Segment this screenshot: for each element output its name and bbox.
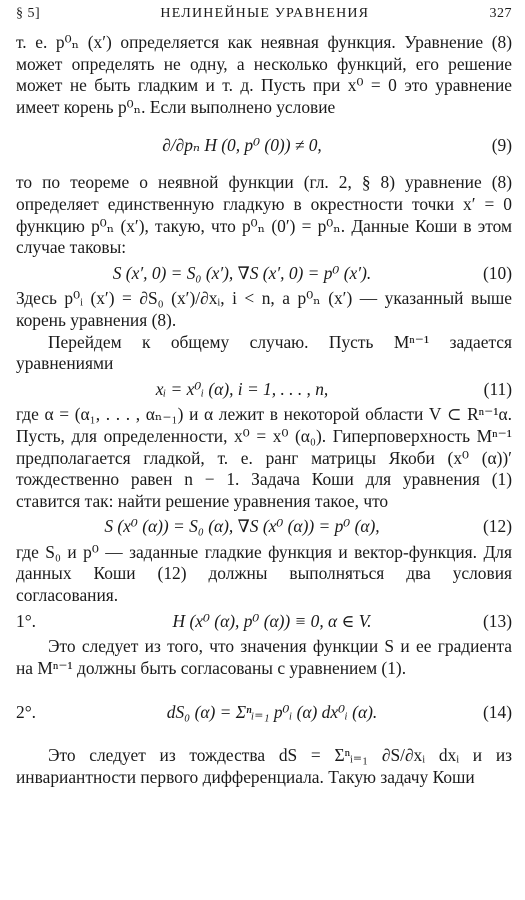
equation-9-formula: ∂/∂pₙ H (0, p⁰ (0)) ≠ 0, <box>162 134 322 155</box>
equation-10-number: (10) <box>483 262 512 283</box>
running-title: НЕЛИНЕЙНЫЕ УРАВНЕНИЯ <box>160 6 370 21</box>
paragraph-1: т. е. p⁰ₙ (x′) определяется как неявная функция. Уравнение (8) может определять не одну, а несколько функций, его решение может не быть гладким и т. д. Пусть при x⁰ = 0 это уравнение имеет корень p⁰ₙ. Если выполнено условие <box>16 32 512 117</box>
equation-14-number: (14) <box>483 701 512 722</box>
condition-1-marker: 1°. <box>16 610 36 631</box>
condition-2-marker: 2°. <box>16 701 36 722</box>
equation-14 <box>16 683 512 741</box>
equation-12-formula: S (x⁰ (α)) = S₀ (α), ∇S (x⁰ (α)) = p⁰ (α), <box>104 516 380 537</box>
equation-13-number: (13) <box>483 610 512 631</box>
equation-12-number: (12) <box>483 516 512 537</box>
equation-14-formula: dS₀ (α) = Σⁿᵢ₌₁ p⁰ᵢ (α) dx⁰ᵢ (α). <box>166 701 378 722</box>
equation-11-formula: xᵢ = x⁰ᵢ (α), i = 1, . . . , n, <box>155 378 329 399</box>
equation-11 <box>16 379 512 401</box>
paragraph-6: где S₀ и p⁰ — заданные гладкие функция и вектор-функция. Для данных Коши (12) должны выполняться два условия согласования. <box>16 541 512 606</box>
page-body <box>16 32 512 789</box>
paragraph-8: Это следует из тождества dS = Σⁿᵢ₌₁ ∂S/∂xᵢ dxᵢ и из инвариантности первого дифференциала. Такую задачу Коши <box>16 745 512 788</box>
paragraph-3: Здесь p⁰ᵢ (x′) = ∂S₀ (x′)/∂xᵢ, i < n, а p⁰ₙ (x′) — указанный выше корень уравнения (8). <box>16 288 512 330</box>
page-number: 327 <box>489 6 512 21</box>
equation-13 <box>16 611 512 633</box>
equation-10 <box>16 263 512 285</box>
running-header <box>16 6 512 32</box>
book-page <box>16 6 512 789</box>
paragraph-7: Это следует из того, что значения функции S и ее градиента на Mⁿ⁻¹ должны быть согласованы с уравнением (1). <box>16 636 512 678</box>
equation-11-number: (11) <box>483 378 512 399</box>
equation-9-number: (9) <box>491 134 512 155</box>
equation-12 <box>16 516 512 538</box>
equation-9 <box>16 122 512 168</box>
paragraph-2: то по теореме о неявной функции (гл. 2, § 8) уравнение (8) определяет единственную гладкую в окрестности точки x′ = 0 функцию p⁰ₙ (x′), такую, что p⁰ₙ (0′) = p⁰ₙ. Данные Коши в этом случае таковы: <box>16 172 512 258</box>
paragraph-5: где α = (α₁, . . . , αₙ₋₁) и α лежит в некоторой области V ⊂ Rⁿ⁻¹α. Пусть, для определенности, x⁰ = x⁰ (α₀). Гиперповерхность Mⁿ⁻¹ предполагается гладкой, т. е. ранг матрицы Якоби (x⁰ (α))′ тождественно равен n − 1. Задача Коши для уравнения (1) ставится так: найти решение уравнения такое, что <box>16 404 512 511</box>
equation-10-formula: S (x′, 0) = S₀ (x′), ∇S (x′, 0) = p⁰ (x′). <box>112 262 372 283</box>
equation-13-formula: H (x⁰ (α), p⁰ (α)) ≡ 0, α ∈ V. <box>172 610 372 631</box>
paragraph-4: Перейдем к общему случаю. Пусть Mⁿ⁻¹ задается уравнениями <box>16 331 512 374</box>
section-marker: § 5] <box>16 6 41 21</box>
